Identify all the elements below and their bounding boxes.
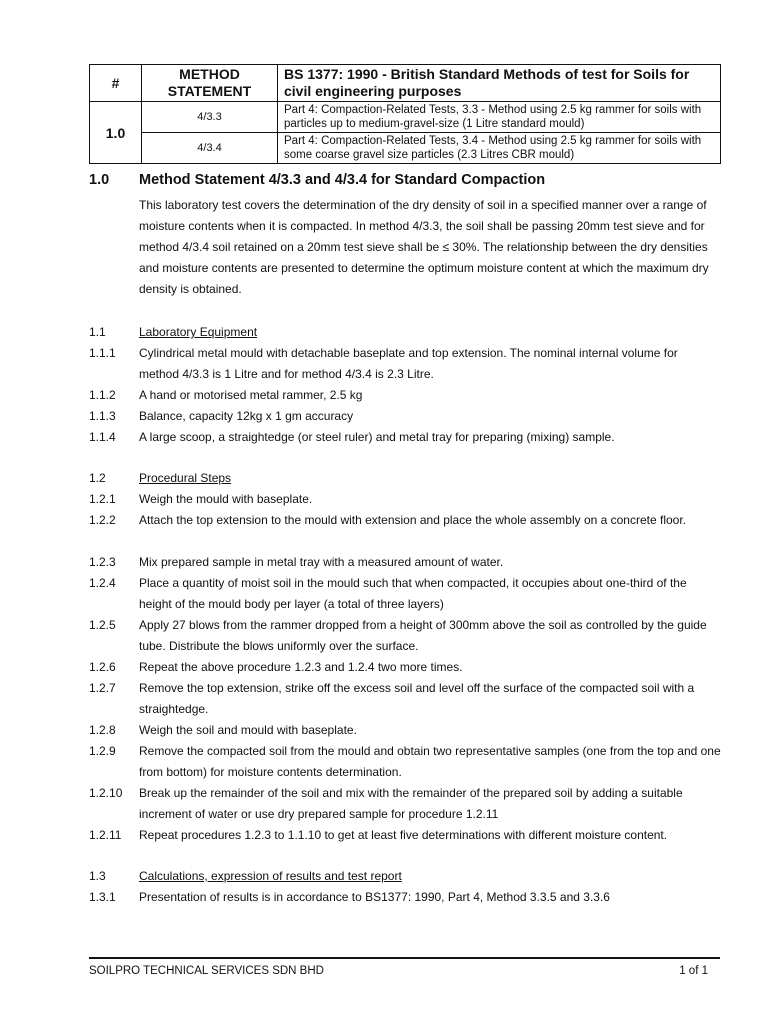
method-code: 4/3.4 bbox=[142, 133, 278, 164]
item-text: A hand or motorised metal rammer, 2.5 kg bbox=[139, 388, 363, 402]
hash-header: # bbox=[90, 65, 142, 102]
section-number: 1.0 bbox=[89, 172, 110, 188]
item-number: 1.2.10 bbox=[89, 786, 123, 800]
item-text: Weigh the mould with baseplate. bbox=[139, 492, 313, 506]
item-text: Remove the compacted soil from the mould and obtain two representative samples (one from the top and one from bottom) for moisture contents determination. bbox=[139, 744, 721, 779]
item-text: Break up the remainder of the soil and mix with the remainder of the prepared soil by adding a suitable increment of water or use dry prepared sample for procedure 1.2.11 bbox=[139, 786, 683, 821]
list-item bbox=[89, 720, 721, 741]
item-number: 1.1.1 bbox=[89, 346, 116, 360]
table-header-row bbox=[90, 65, 721, 102]
item-number: 1.2.11 bbox=[89, 828, 122, 842]
list-item bbox=[89, 510, 721, 531]
subheading: Procedural Steps bbox=[139, 471, 232, 485]
method-header-line1: METHOD bbox=[179, 66, 240, 82]
standard-header: BS 1377: 1990 - British Standard Methods of test for Soils for civil engineering purposes bbox=[278, 65, 721, 102]
list-item bbox=[89, 866, 721, 887]
list-item bbox=[89, 783, 721, 825]
item-text: Repeat the above procedure 1.2.3 and 1.2.4 two more times. bbox=[139, 660, 463, 674]
method-description: Part 4: Compaction-Related Tests, 3.3 - Method using 2.5 kg rammer for soils with particles up to medium-gravel-size (1 Litre standard mould) bbox=[278, 102, 721, 133]
method-code: 4/3.3 bbox=[142, 102, 278, 133]
item-number: 1.2.2 bbox=[89, 513, 116, 527]
item-text: Mix prepared sample in metal tray with a measured amount of water. bbox=[139, 555, 504, 569]
item-number: 1.1.4 bbox=[89, 430, 116, 444]
section-title: Method Statement 4/3.3 and 4/3.4 for Standard Compaction bbox=[139, 172, 546, 188]
table-row bbox=[90, 102, 721, 133]
row-number: 1.0 bbox=[90, 102, 142, 164]
item-text: Apply 27 blows from the rammer dropped from a height of 300mm above the soil as controlled by the guide tube. Distribute the blows uniformly over the surface. bbox=[139, 618, 707, 653]
list-item bbox=[89, 552, 721, 573]
list-item bbox=[89, 385, 721, 406]
item-number: 1.2.7 bbox=[89, 681, 116, 695]
item-number: 1.2.3 bbox=[89, 555, 116, 569]
item-number: 1.1 bbox=[89, 325, 106, 339]
list-item bbox=[89, 615, 721, 657]
list-item bbox=[89, 489, 721, 510]
footer-divider bbox=[89, 957, 720, 959]
item-number: 1.3.1 bbox=[89, 890, 116, 904]
footer-page-number: 1 of 1 bbox=[679, 965, 708, 977]
list-item bbox=[89, 343, 721, 385]
method-description: Part 4: Compaction-Related Tests, 3.4 - Method using 2.5 kg rammer for soils with some coarse gravel size particles (2.3 Litres CBR mould) bbox=[278, 133, 721, 164]
list-item bbox=[89, 322, 721, 343]
item-text: Weigh the soil and mould with baseplate. bbox=[139, 723, 357, 737]
method-statement-header bbox=[142, 65, 278, 102]
method-header-line2: STATEMENT bbox=[167, 83, 252, 99]
item-text: Remove the top extension, strike off the excess soil and level off the surface of the compacted soil with a straightedge. bbox=[139, 681, 695, 716]
item-text: Repeat procedures 1.2.3 to 1.1.10 to get at least five determinations with different moisture content. bbox=[139, 828, 668, 842]
item-number: 1.2.5 bbox=[89, 618, 116, 632]
section-intro: This laboratory test covers the determination of the dry density of soil in a specified manner over a range of moisture contents when it is compacted. In method 4/3.3, the soil shall be passing 20mm test sieve and for method 4/3.4 soil retained on a 20mm test sieve shall be ≤ 30%. The relationship between the dry densities and moisture contents are presented to determine the optimum moisture content at which the maximum dry density is obtained. bbox=[139, 198, 709, 296]
footer-company: SOILPRO TECHNICAL SERVICES SDN BHD bbox=[89, 965, 324, 977]
list-item bbox=[89, 741, 721, 783]
item-number: 1.1.2 bbox=[89, 388, 116, 402]
item-text: Place a quantity of moist soil in the mould such that when compacted, it occupies about one-third of the height of the mould body per layer (a total of three layers) bbox=[139, 576, 687, 611]
item-text: Attach the top extension to the mould with extension and place the whole assembly on a concrete floor. bbox=[139, 513, 687, 527]
item-text: A large scoop, a straightedge (or steel ruler) and metal tray for preparing (mixing) sample. bbox=[139, 430, 615, 444]
list-item bbox=[89, 887, 721, 908]
item-text: Cylindrical metal mould with detachable baseplate and top extension. The nominal internal volume for method 4/3.3 is 1 Litre and for method 4/3.4 is 2.3 Litre. bbox=[139, 346, 678, 381]
item-number: 1.3 bbox=[89, 869, 106, 883]
list-item bbox=[89, 573, 721, 615]
list-item bbox=[89, 427, 721, 448]
item-number: 1.2.4 bbox=[89, 576, 116, 590]
table-row bbox=[90, 133, 721, 164]
item-text: Presentation of results is in accordance to BS1377: 1990, Part 4, Method 3.3.5 and 3.3.6 bbox=[139, 890, 610, 904]
subheading: Laboratory Equipment bbox=[139, 325, 258, 339]
list-item bbox=[89, 657, 721, 678]
item-text: Balance, capacity 12kg x 1 gm accuracy bbox=[139, 409, 354, 423]
item-number: 1.2 bbox=[89, 471, 106, 485]
section-heading bbox=[89, 172, 545, 188]
item-number: 1.2.8 bbox=[89, 723, 116, 737]
item-number: 1.2.9 bbox=[89, 744, 116, 758]
method-table bbox=[89, 64, 721, 164]
item-number: 1.2.1 bbox=[89, 492, 116, 506]
list-item bbox=[89, 406, 721, 427]
item-number: 1.2.6 bbox=[89, 660, 116, 674]
subheading: Calculations, expression of results and test report bbox=[139, 869, 402, 883]
list-item bbox=[89, 678, 721, 720]
item-number: 1.1.3 bbox=[89, 409, 116, 423]
list-item bbox=[89, 825, 721, 846]
list-item bbox=[89, 468, 721, 489]
